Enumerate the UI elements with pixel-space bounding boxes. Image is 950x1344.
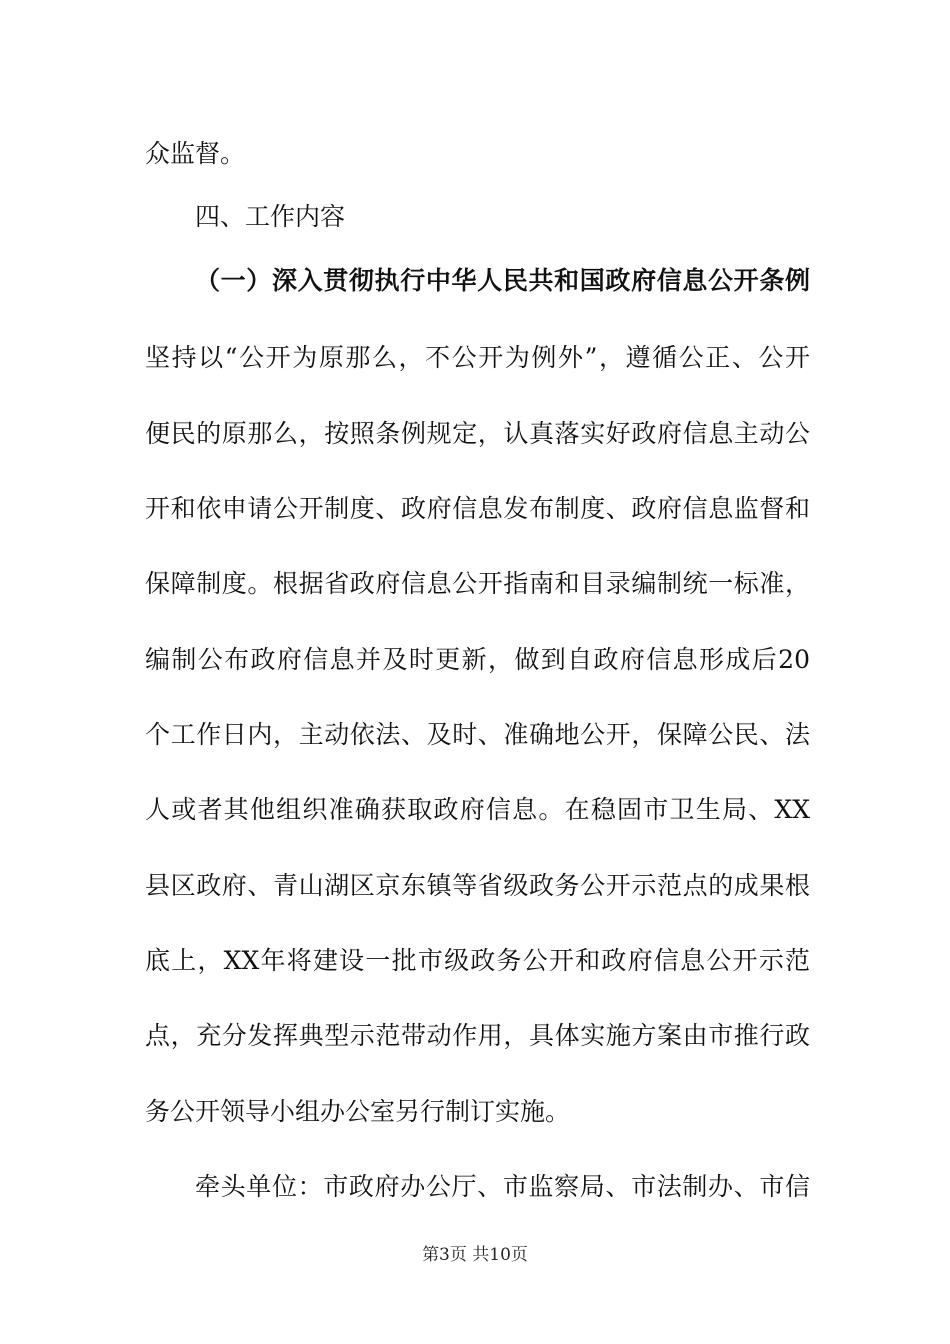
lead-unit-line: 牵头单位：市政府办公厅、市监察局、市法制办、市信	[195, 1172, 810, 1201]
paragraph-line-closing: 众监督。	[145, 139, 246, 168]
paragraph-line: 人或者其他组织准确获取政府信息。在稳固市卫生局、XX	[145, 795, 810, 824]
paragraph-line-last: 务公开领导小组办公室另行制订实施。	[145, 1097, 571, 1126]
paragraph-line: 底上，XX年将建设一批市级政务公开和政府信息公开示范	[145, 946, 810, 975]
subsection-heading: （一）深入贯彻执行中华人民共和国政府信息公开条例	[195, 266, 810, 295]
page-number-footer: 第3页 共10页	[422, 1245, 528, 1265]
paragraph-line: 便民的原那么，按照条例规定，认真落实好政府信息主动公	[145, 419, 810, 448]
paragraph-line: 个工作日内，主动依法、及时、准确地公开，保障公民、法	[145, 720, 810, 749]
paragraph-line: 县区政府、青山湖区京东镇等省级政务公开示范点的成果根	[145, 871, 810, 900]
paragraph-line: 编制公布政府信息并及时更新，做到自政府信息形成后20	[145, 645, 810, 674]
paragraph-line: 点，充分发挥典型示范带动作用，具体实施方案由市推行政	[145, 1021, 810, 1050]
paragraph-line: 保障制度。根据省政府信息公开指南和目录编制统一标准，	[145, 569, 810, 598]
section-heading: 四、工作内容	[195, 202, 346, 231]
paragraph-line: 开和依申请公开制度、政府信息发布制度、政府信息监督和	[145, 494, 810, 523]
paragraph-line: 坚持以“公开为原那么，不公开为例外”，遵循公正、公开	[145, 343, 810, 372]
